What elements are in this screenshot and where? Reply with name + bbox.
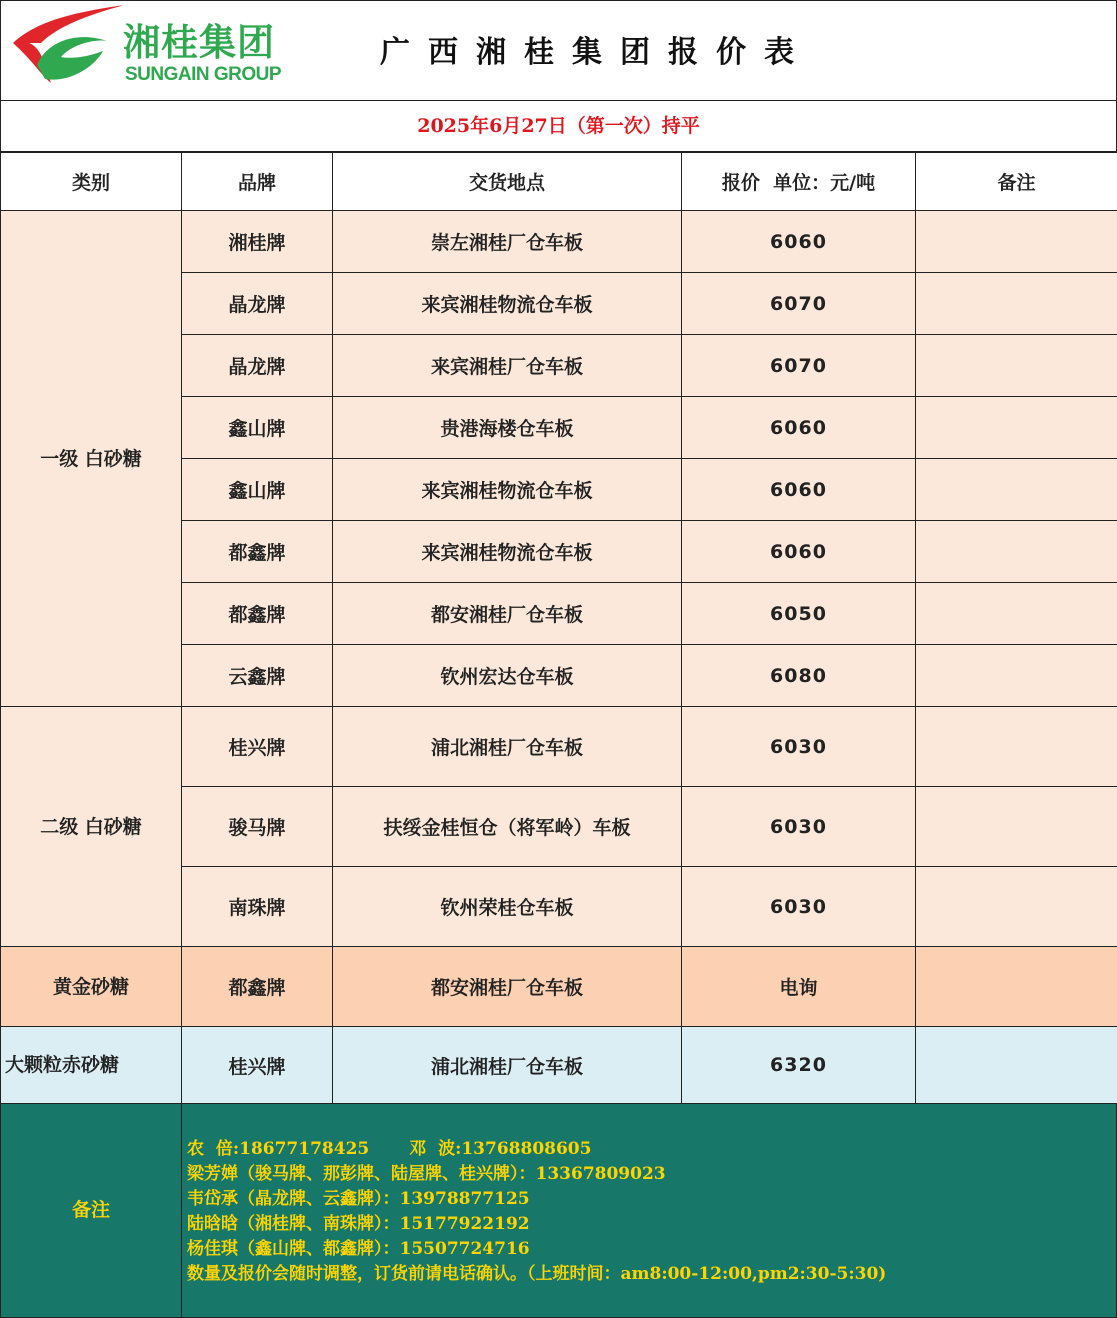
brand-cell: 骏马牌 (182, 787, 333, 867)
logo-english-text: SUNGAIN GROUP (125, 64, 282, 85)
notice-line: 数量及报价会随时调整，订货前请电话确认。（上班时间：am8:00-12:00,pm2:30-5:30) (187, 1264, 887, 1284)
contact-line: 韦岱承（晶龙牌、云鑫牌）：13978877125 (187, 1189, 530, 1209)
notes-label: 备注 (1, 1104, 182, 1317)
brand-cell: 晶龙牌 (182, 273, 333, 335)
brand-cell: 桂兴牌 (182, 1027, 333, 1104)
table-row (1, 211, 1117, 273)
remark-cell (916, 273, 1117, 335)
location-cell: 浦北湘桂厂仓车板 (333, 1027, 682, 1104)
price-cell: 6080 (682, 645, 916, 707)
remark-cell (916, 787, 1117, 867)
table-row (1, 707, 1117, 787)
remark-cell (916, 947, 1117, 1027)
table-row (1, 947, 1117, 1027)
price-cell: 6060 (682, 397, 916, 459)
location-cell: 扶绥金桂恒仓（将军岭）车板 (333, 787, 682, 867)
location-cell: 来宾湘桂物流仓车板 (333, 521, 682, 583)
contact-line: 杨佳琪（鑫山牌、都鑫牌）：15507724716 (187, 1239, 530, 1259)
category-cell: 一级 白砂糖 (1, 211, 182, 707)
date-status-line: 2025年6月27日（第一次）持平 (0, 101, 1117, 152)
table-row (1, 1027, 1117, 1104)
price-cell: 6320 (682, 1027, 916, 1104)
price-table (0, 152, 1117, 1104)
location-cell: 都安湘桂厂仓车板 (333, 947, 682, 1027)
remark-cell (916, 645, 1117, 707)
col-header-category: 类别 (1, 153, 182, 211)
price-cell: 6030 (682, 867, 916, 947)
remark-cell (916, 521, 1117, 583)
price-cell: 6070 (682, 273, 916, 335)
table-header-row (1, 153, 1117, 211)
remark-cell (916, 211, 1117, 273)
page-title: 广西湘桂集团报价表 (380, 35, 812, 70)
col-header-remark: 备注 (916, 153, 1117, 211)
price-cell: 6050 (682, 583, 916, 645)
location-cell: 来宾湘桂物流仓车板 (333, 273, 682, 335)
logo-emblem-icon (7, 3, 122, 91)
category-cell: 二级 白砂糖 (1, 707, 182, 947)
location-cell: 贵港海楼仓车板 (333, 397, 682, 459)
brand-cell: 桂兴牌 (182, 707, 333, 787)
remark-cell (916, 583, 1117, 645)
remark-cell (916, 1027, 1117, 1104)
price-cell: 6060 (682, 211, 916, 273)
price-cell: 电询 (682, 947, 916, 1027)
contact-line (187, 1137, 886, 1162)
col-header-brand: 品牌 (182, 153, 333, 211)
company-logo (7, 3, 297, 95)
notes-section (0, 1103, 1117, 1318)
price-cell: 6030 (682, 707, 916, 787)
location-cell: 来宾湘桂厂仓车板 (333, 335, 682, 397)
category-cell: 大颗粒赤砂糖 (1, 1027, 182, 1104)
location-cell: 崇左湘桂厂仓车板 (333, 211, 682, 273)
brand-cell: 晶龙牌 (182, 335, 333, 397)
sheet-header (0, 0, 1117, 101)
contact-line: 梁芳婵（骏马牌、那彭牌、陆屋牌、桂兴牌）：13367809023 (187, 1164, 666, 1184)
remark-cell (916, 707, 1117, 787)
contact-line: 陆晗晗（湘桂牌、南珠牌）：15177922192 (187, 1214, 530, 1234)
brand-cell: 都鑫牌 (182, 947, 333, 1027)
price-cell: 6060 (682, 521, 916, 583)
brand-cell: 都鑫牌 (182, 583, 333, 645)
notes-body (187, 1137, 886, 1287)
contact-phone-1: 农 倍:18677178425 (187, 1139, 370, 1159)
remark-cell (916, 335, 1117, 397)
brand-cell: 云鑫牌 (182, 645, 333, 707)
contact-phone-2: 邓 波:13768808605 (409, 1139, 592, 1159)
col-header-price: 报价 单位：元/吨 (682, 153, 916, 211)
price-cell: 6070 (682, 335, 916, 397)
location-cell: 都安湘桂厂仓车板 (333, 583, 682, 645)
location-cell: 钦州荣桂仓车板 (333, 867, 682, 947)
brand-cell: 鑫山牌 (182, 459, 333, 521)
location-cell: 来宾湘桂物流仓车板 (333, 459, 682, 521)
brand-cell: 湘桂牌 (182, 211, 333, 273)
col-header-location: 交货地点 (333, 153, 682, 211)
category-cell: 黄金砂糖 (1, 947, 182, 1027)
remark-cell (916, 459, 1117, 521)
price-cell: 6030 (682, 787, 916, 867)
location-cell: 浦北湘桂厂仓车板 (333, 707, 682, 787)
location-cell: 钦州宏达仓车板 (333, 645, 682, 707)
remark-cell (916, 397, 1117, 459)
price-cell: 6060 (682, 459, 916, 521)
brand-cell: 都鑫牌 (182, 521, 333, 583)
brand-cell: 南珠牌 (182, 867, 333, 947)
logo-chinese-text: 湘桂集团 (123, 21, 275, 64)
brand-cell: 鑫山牌 (182, 397, 333, 459)
remark-cell (916, 867, 1117, 947)
